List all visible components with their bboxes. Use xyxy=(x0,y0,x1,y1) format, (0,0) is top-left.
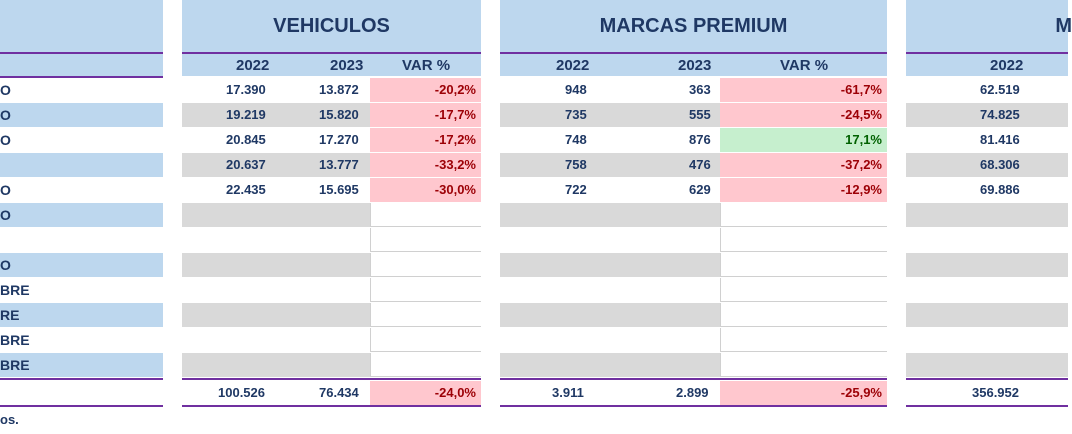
veh-var-empty xyxy=(370,303,481,327)
vehiculos-col-headers xyxy=(182,54,481,76)
veh-var-value: -33,2% xyxy=(370,153,481,177)
premium-var-header: VAR % xyxy=(780,57,829,74)
veh-var-empty xyxy=(370,328,481,352)
third-2022-value: 81.416 xyxy=(980,132,1020,147)
prem-2023-value: 876 xyxy=(689,132,711,147)
third-2022-value: 68.306 xyxy=(980,157,1020,172)
total-top-line-third xyxy=(906,378,1068,380)
total-bottom-line-left xyxy=(0,405,163,407)
prem-var-empty xyxy=(720,203,887,227)
vehiculos-row xyxy=(182,178,481,203)
prem-2022-value: 722 xyxy=(565,182,587,197)
month-label: O xyxy=(0,132,11,148)
third-row xyxy=(906,303,1068,328)
premium-row xyxy=(500,353,887,378)
third-row xyxy=(906,78,1068,103)
veh-var-empty xyxy=(370,228,481,252)
prem-2023-value: 476 xyxy=(689,157,711,172)
premium-row xyxy=(500,203,887,228)
prem-var-value: -37,2% xyxy=(720,153,887,177)
prem-2022-value: 735 xyxy=(565,107,587,122)
total-bottom-line-veh xyxy=(182,405,481,407)
third-col-headers xyxy=(906,54,1068,76)
month-label: O xyxy=(0,103,163,127)
premium-2022-header: 2022 xyxy=(556,57,590,74)
vehiculos-row xyxy=(182,253,481,278)
third-2022-value: 62.519 xyxy=(980,82,1020,97)
total-top-line-veh xyxy=(182,378,481,380)
total-bottom-line-third xyxy=(906,405,1068,407)
total-prem-var: -25,9% xyxy=(720,381,887,405)
third-2022-value: 69.886 xyxy=(980,182,1020,197)
premium-row xyxy=(500,328,887,353)
third-row xyxy=(906,103,1068,128)
vehiculos-row xyxy=(182,78,481,103)
total-bottom-line-prem xyxy=(500,405,887,407)
total-top-line-left xyxy=(0,378,163,380)
veh-var-value: -20,2% xyxy=(370,78,481,102)
premium-row xyxy=(500,253,887,278)
premium-row xyxy=(500,153,887,178)
vehiculos-section-title: VEHICULOS xyxy=(182,0,481,54)
vehiculos-row xyxy=(182,203,481,228)
third-row xyxy=(906,328,1068,353)
prem-var-empty xyxy=(720,253,887,277)
veh-var-empty xyxy=(370,353,481,377)
vehiculos-row xyxy=(182,353,481,378)
veh-2023-value: 13.777 xyxy=(319,157,359,172)
month-label: O xyxy=(0,182,11,198)
veh-var-empty xyxy=(370,203,481,227)
veh-var-empty xyxy=(370,253,481,277)
premium-row xyxy=(500,228,887,253)
veh-2022-value: 20.637 xyxy=(226,157,266,172)
prem-var-value: 17,1% xyxy=(720,128,887,152)
prem-var-empty xyxy=(720,303,887,327)
third-row xyxy=(906,253,1068,278)
total-row-prem xyxy=(500,381,887,406)
month-label: BRE xyxy=(0,353,163,377)
vehiculos-row xyxy=(182,303,481,328)
total-veh-2023: 76.434 xyxy=(319,385,359,400)
total-row-third xyxy=(906,381,1068,406)
total-prem-2022: 3.911 xyxy=(552,385,584,400)
month-label: BRE xyxy=(0,282,30,298)
prem-var-value: -12,9% xyxy=(720,178,887,202)
premium-row xyxy=(500,303,887,328)
prem-2023-value: 555 xyxy=(689,107,711,122)
prem-var-value: -61,7% xyxy=(720,78,887,102)
month-label xyxy=(0,228,163,252)
month-label: O xyxy=(0,82,11,98)
prem-var-empty xyxy=(720,228,887,252)
month-label: O xyxy=(0,253,163,277)
veh-2022-value: 19.219 xyxy=(226,107,266,122)
total-top-line-prem xyxy=(500,378,887,380)
total-third-2022: 356.952 xyxy=(972,385,1019,400)
third-section-title-text: M xyxy=(1055,14,1072,37)
third-row xyxy=(906,228,1068,253)
third-row xyxy=(906,278,1068,303)
month-label: RE xyxy=(0,303,163,327)
third-row xyxy=(906,353,1068,378)
prem-2022-value: 948 xyxy=(565,82,587,97)
prem-2022-value: 748 xyxy=(565,132,587,147)
footnote: os. xyxy=(0,412,19,427)
total-veh-2022: 100.526 xyxy=(218,385,265,400)
vehiculos-var-header: VAR % xyxy=(402,57,451,74)
premium-row xyxy=(500,278,887,303)
veh-var-value: -30,0% xyxy=(370,178,481,202)
veh-2023-value: 15.820 xyxy=(319,107,359,122)
prem-var-empty xyxy=(720,353,887,377)
label-column-header xyxy=(0,0,163,54)
premium-section-title: MARCAS PREMIUM xyxy=(500,0,887,54)
third-section-title xyxy=(906,0,1072,54)
third-2022-value: 74.825 xyxy=(980,107,1020,122)
total-prem-2023: 2.899 xyxy=(676,385,709,400)
third-2022-header: 2022 xyxy=(990,57,1024,74)
vehiculos-row xyxy=(182,278,481,303)
vehiculos-row xyxy=(182,153,481,178)
vehiculos-row xyxy=(182,228,481,253)
premium-row xyxy=(500,78,887,103)
premium-col-headers xyxy=(500,54,887,76)
month-label: O xyxy=(0,203,163,227)
vehiculos-row xyxy=(182,328,481,353)
premium-row xyxy=(500,128,887,153)
third-row xyxy=(906,153,1068,178)
veh-2022-value: 17.390 xyxy=(226,82,266,97)
premium-row xyxy=(500,103,887,128)
veh-var-value: -17,2% xyxy=(370,128,481,152)
vehiculos-row xyxy=(182,128,481,153)
total-row-veh xyxy=(182,381,481,406)
prem-2023-value: 363 xyxy=(689,82,711,97)
third-row xyxy=(906,203,1068,228)
label-column-subheader xyxy=(0,54,163,76)
prem-2023-value: 629 xyxy=(689,182,711,197)
vehiculos-row xyxy=(182,103,481,128)
prem-var-value: -24,5% xyxy=(720,103,887,127)
veh-2023-value: 17.270 xyxy=(319,132,359,147)
veh-2023-value: 13.872 xyxy=(319,82,359,97)
prem-var-empty xyxy=(720,328,887,352)
veh-var-value: -17,7% xyxy=(370,103,481,127)
month-label: BRE xyxy=(0,332,30,348)
prem-var-empty xyxy=(720,278,887,302)
vehiculos-2023-header: 2023 xyxy=(330,57,364,74)
third-row xyxy=(906,178,1068,203)
prem-2022-value: 758 xyxy=(565,157,587,172)
premium-row xyxy=(500,178,887,203)
veh-var-empty xyxy=(370,278,481,302)
third-row xyxy=(906,128,1068,153)
veh-2023-value: 15.695 xyxy=(319,182,359,197)
vehiculos-2022-header: 2022 xyxy=(236,57,270,74)
month-label xyxy=(0,153,163,177)
veh-2022-value: 22.435 xyxy=(226,182,266,197)
veh-2022-value: 20.845 xyxy=(226,132,266,147)
total-veh-var: -24,0% xyxy=(370,381,481,405)
premium-2023-header: 2023 xyxy=(678,57,712,74)
